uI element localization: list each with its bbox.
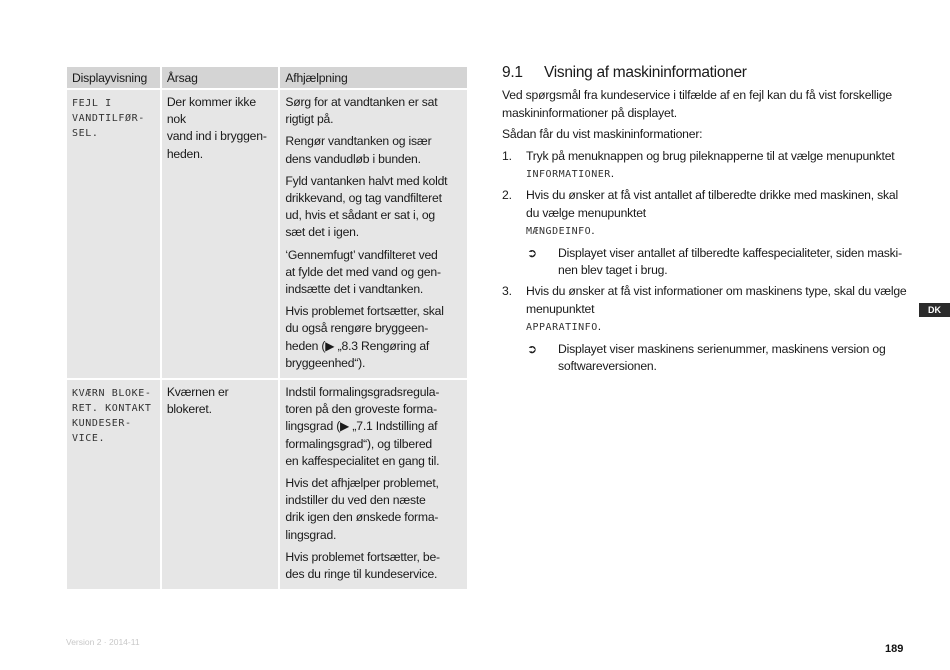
reason-cell [161, 89, 280, 379]
troubleshooting-table [67, 67, 467, 591]
step-text: Hvis du ønsker at få vist informationer om maskinens type, skal du vælge menupunktet [526, 284, 907, 316]
version-footer: Version 2 · 2014-11 [66, 637, 140, 647]
step-number: 1. [502, 148, 512, 163]
arrow-result-icon: ➲ [527, 245, 537, 260]
code-suffix: . [591, 223, 595, 238]
step-number: 2. [502, 188, 512, 203]
header-remedy: Afhjælpning [279, 67, 467, 89]
menu-item-code: APPARATINFO [526, 322, 598, 334]
section-title: Visning af maskininformationer [544, 64, 747, 81]
display-cell [67, 89, 161, 379]
step-text: Hvis du ønsker at få vist antallet af tilberedte drikke med maskinen, skal du vælge menupunktet [526, 188, 898, 220]
steps-list [502, 148, 907, 376]
section-heading [502, 64, 907, 81]
reason-text: Kværnen er blokeret. [166, 385, 229, 417]
menu-item-code: INFORMATIONER [526, 169, 611, 181]
remedy-step: ‘Gennemfugt’ vandfilteret ved at fylde det med vand og gen- indsætte det i vandtanken. [285, 247, 441, 297]
arrow-result-icon: ➲ [527, 341, 537, 356]
result-note [526, 341, 907, 376]
result-note [526, 245, 907, 280]
display-message: FEJL I VANDTILFØR- SEL. [72, 98, 145, 139]
remedy-step: Hvis problemet fortsætter, skal du også rengøre bryggeen- heden (▶ „8.3 Rengøring af bryggeenhed“). [285, 304, 444, 370]
code-suffix: . [610, 166, 614, 181]
display-cell [67, 379, 161, 590]
reason-cell [161, 379, 280, 590]
page-number: 189 [885, 643, 904, 655]
remedy-step: Indstil formalingsgradsregula- toren på den groveste forma- lingsgrad (▶ „7.1 Indstilling af formalingsgrad“), og tilbered en kaffespecialitet en gang til. [285, 385, 440, 468]
code-suffix: . [597, 319, 601, 334]
section-number: 9.1 [502, 64, 523, 81]
remedy-step: Fyld vantanken halvt med koldt drikkevand, og tag vandfilteret ud, hvis et sådant er sat i, og sæt det i igen. [285, 173, 448, 240]
list-item [502, 187, 907, 279]
table-row [67, 379, 467, 590]
remedy-step: Sørg for at vandtanken er sat rigtigt på. [285, 95, 438, 127]
table-header-row [67, 67, 467, 89]
step-number: 3. [502, 284, 512, 299]
remedy-cell [279, 89, 467, 379]
remedy-step: Hvis det afhjælper problemet, indstiller du ved den næste drik igen den ønskede forma- lingsgrad. [285, 476, 439, 542]
result-text: Displayet viser maskinens serienummer, maskinens version og softwareversionen. [558, 341, 886, 374]
reason-text: Der kommer ikke nok vand ind i bryggen- heden. [166, 95, 267, 161]
how-to-paragraph: Sådan får du vist maskininformationer: [502, 127, 703, 142]
machine-info-section [502, 60, 907, 376]
list-item [502, 283, 907, 375]
remedy-step: Rengør vandtanken og især dens vandudløb i bunden. [285, 134, 432, 166]
list-item [502, 148, 907, 184]
result-text: Displayet viser antallet af tilberedte kaffespecialiteter, siden maski- nen blev taget i brug. [558, 245, 902, 278]
table-row [67, 89, 467, 379]
remedy-cell [279, 379, 467, 590]
remedy-step: Hvis problemet fortsætter, be- des du ringe til kundeservice. [285, 549, 440, 582]
menu-item-code: MÆNGDEINFO [526, 226, 592, 238]
language-tab: DK [919, 303, 950, 317]
step-text: Tryk på menuknappen og brug pileknapperne til at vælge menupunktet [526, 148, 895, 163]
display-message: KVÆRN BLOKE- RET. KONTAKT KUNDESER- VICE. [72, 388, 152, 445]
header-display: Displayvisning [67, 67, 161, 89]
intro-paragraph: Ved spørgsmål fra kundeservice i tilfælde af en fejl kan du få vist forskellige maskininformationer på displayet. [502, 88, 892, 120]
header-reason: Årsag [161, 67, 280, 89]
